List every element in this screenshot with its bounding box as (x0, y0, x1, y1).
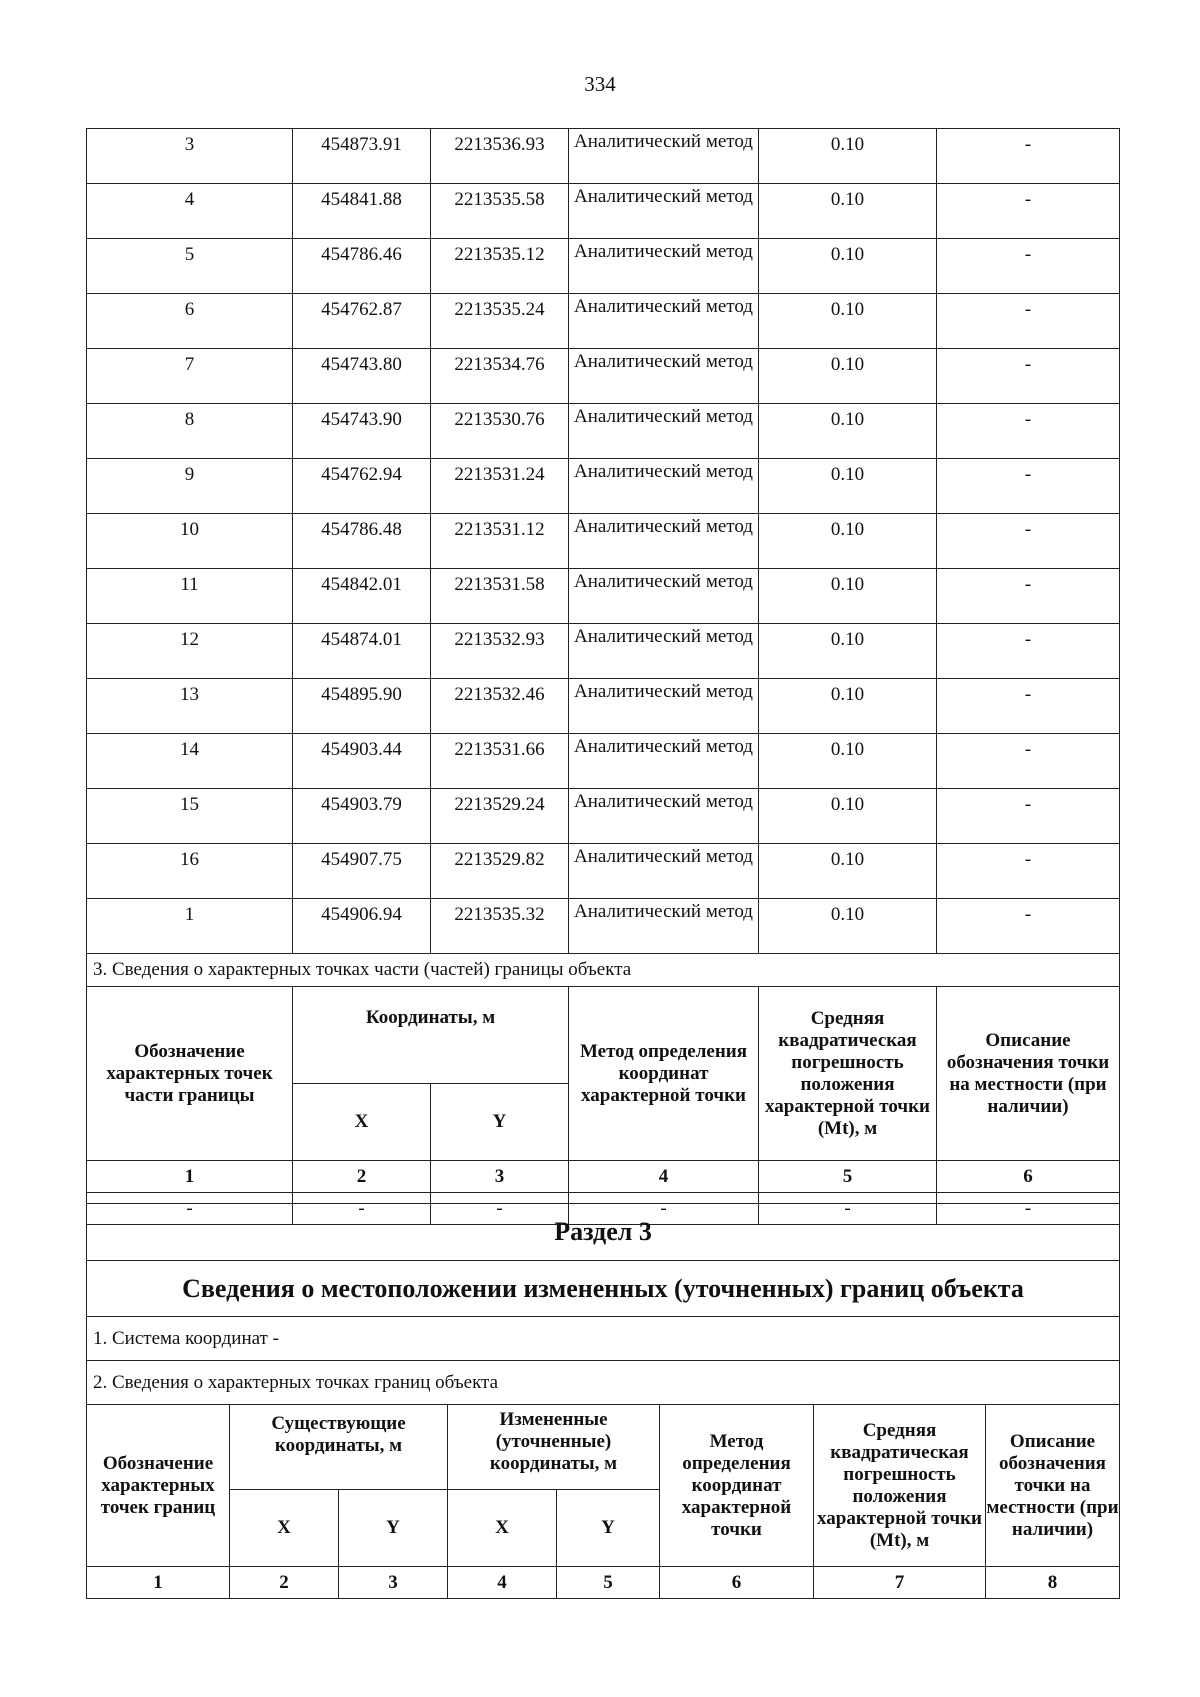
cell-method: Аналитический метод (569, 624, 759, 679)
cell-method: Аналитический метод (569, 404, 759, 459)
cell-point-number: 11 (87, 569, 293, 624)
cell-point-number: 9 (87, 459, 293, 514)
header-description: Описание обозначения точки на местности (при наличии) (937, 987, 1120, 1161)
cell-description: - (937, 789, 1120, 844)
cell-point-number: 4 (87, 184, 293, 239)
cell-point-number: 3 (87, 129, 293, 184)
empty-cell: - (293, 1193, 431, 1225)
cell-coord-x: 454895.90 (293, 679, 431, 734)
cell-coord-x: 454903.44 (293, 734, 431, 789)
empty-cell: - (569, 1193, 759, 1225)
table-row (87, 239, 1120, 294)
header-mean-error: Средняя квадратическая погрешность положения характерной точки (Mt), м (759, 987, 937, 1161)
column-number: 2 (230, 1567, 339, 1599)
cell-point-number: 7 (87, 349, 293, 404)
cell-method: Аналитический метод (569, 789, 759, 844)
cell-mean-error: 0.10 (759, 679, 937, 734)
cell-method: Аналитический метод (569, 459, 759, 514)
cell-coord-y: 2213535.12 (431, 239, 569, 294)
cell-point-number: 1 (87, 899, 293, 954)
cell-description: - (937, 734, 1120, 789)
column-number: 3 (339, 1567, 448, 1599)
boundary-points-table (86, 128, 1120, 1225)
column-number: 6 (937, 1161, 1120, 1193)
cell-mean-error: 0.10 (759, 404, 937, 459)
cell-coord-x: 454873.91 (293, 129, 431, 184)
cell-method: Аналитический метод (569, 349, 759, 404)
cell-mean-error: 0.10 (759, 569, 937, 624)
table-row (87, 294, 1120, 349)
cell-method: Аналитический метод (569, 569, 759, 624)
cell-description: - (937, 294, 1120, 349)
cell-coord-x: 454762.87 (293, 294, 431, 349)
cell-coord-x: 454841.88 (293, 184, 431, 239)
cell-coord-y: 2213535.58 (431, 184, 569, 239)
cell-mean-error: 0.10 (759, 899, 937, 954)
cell-coord-y: 2213535.32 (431, 899, 569, 954)
cell-description: - (937, 679, 1120, 734)
table-row (87, 679, 1120, 734)
column-number: 5 (557, 1567, 660, 1599)
column-number: 1 (87, 1161, 293, 1193)
header-x-changed: X (448, 1490, 557, 1567)
column-number: 8 (986, 1567, 1120, 1599)
header-method: Метод определения координат характерной точки (569, 987, 759, 1161)
cell-coord-x: 454903.79 (293, 789, 431, 844)
cell-method: Аналитический метод (569, 844, 759, 899)
cell-coord-y: 2213531.24 (431, 459, 569, 514)
cell-coord-y: 2213531.66 (431, 734, 569, 789)
table-row (87, 404, 1120, 459)
cell-point-number: 16 (87, 844, 293, 899)
cell-coord-y: 2213536.93 (431, 129, 569, 184)
cell-coord-y: 2213534.76 (431, 349, 569, 404)
cell-method: Аналитический метод (569, 129, 759, 184)
cell-coord-y: 2213535.24 (431, 294, 569, 349)
cell-method: Аналитический метод (569, 679, 759, 734)
header-y-existing: Y (339, 1490, 448, 1567)
cell-description: - (937, 569, 1120, 624)
cell-coord-x: 454907.75 (293, 844, 431, 899)
empty-cell: - (937, 1193, 1120, 1225)
section-title: Раздел 3 (87, 1204, 1120, 1261)
cell-coord-x: 454786.46 (293, 239, 431, 294)
column-number: 1 (87, 1567, 230, 1599)
column-number: 3 (431, 1161, 569, 1193)
cell-coord-x: 454842.01 (293, 569, 431, 624)
cell-point-number: 15 (87, 789, 293, 844)
cell-description: - (937, 844, 1120, 899)
cell-method: Аналитический метод (569, 734, 759, 789)
header-x: X (293, 1084, 431, 1161)
section-3-table (86, 1203, 1120, 1599)
cell-method: Аналитический метод (569, 184, 759, 239)
part-points-heading: 3. Сведения о характерных точках части (частей) границы объекта (87, 954, 1120, 987)
header-changed-coordinates: Измененные (уточненные) координаты, м (448, 1405, 660, 1490)
table-row (87, 184, 1120, 239)
column-number: 5 (759, 1161, 937, 1193)
column-number: 4 (569, 1161, 759, 1193)
cell-coord-x: 454786.48 (293, 514, 431, 569)
table-row (87, 514, 1120, 569)
cell-description: - (937, 129, 1120, 184)
cell-point-number: 6 (87, 294, 293, 349)
cell-mean-error: 0.10 (759, 129, 937, 184)
cell-point-number: 12 (87, 624, 293, 679)
column-number: 6 (660, 1567, 814, 1599)
section-subtitle: Сведения о местоположении измененных (уточненных) границ объекта (87, 1261, 1120, 1317)
cell-coord-y: 2213530.76 (431, 404, 569, 459)
cell-coord-x: 454743.80 (293, 349, 431, 404)
cell-coord-y: 2213532.46 (431, 679, 569, 734)
header-mean-error: Средняя квадратическая погрешность положения характерной точки (Mt), м (814, 1405, 986, 1567)
cell-description: - (937, 899, 1120, 954)
cell-point-number: 5 (87, 239, 293, 294)
cell-method: Аналитический метод (569, 239, 759, 294)
cell-coord-x: 454874.01 (293, 624, 431, 679)
cell-method: Аналитический метод (569, 294, 759, 349)
cell-coord-y: 2213529.82 (431, 844, 569, 899)
table-row (87, 349, 1120, 404)
cell-method: Аналитический метод (569, 899, 759, 954)
header-description: Описание обозначения точки на местности (при наличии) (986, 1405, 1120, 1567)
cell-mean-error: 0.10 (759, 734, 937, 789)
header-existing-coordinates: Существующие координаты, м (230, 1405, 448, 1490)
cell-description: - (937, 349, 1120, 404)
cell-point-number: 13 (87, 679, 293, 734)
coordinate-system: 1. Система координат - (87, 1317, 1120, 1361)
page-number: 334 (584, 72, 616, 96)
cell-mean-error: 0.10 (759, 789, 937, 844)
cell-coord-y: 2213531.58 (431, 569, 569, 624)
cell-coord-x: 454743.90 (293, 404, 431, 459)
header-y: Y (431, 1084, 569, 1161)
cell-mean-error: 0.10 (759, 459, 937, 514)
cell-description: - (937, 624, 1120, 679)
header-designation: Обозначение характерных точек границ (87, 1405, 230, 1567)
cell-description: - (937, 239, 1120, 294)
cell-description: - (937, 404, 1120, 459)
table-row (87, 624, 1120, 679)
column-number: 7 (814, 1567, 986, 1599)
cell-coord-y: 2213531.12 (431, 514, 569, 569)
cell-mean-error: 0.10 (759, 184, 937, 239)
cell-description: - (937, 459, 1120, 514)
column-number: 2 (293, 1161, 431, 1193)
cell-mean-error: 0.10 (759, 844, 937, 899)
table-row (87, 844, 1120, 899)
cell-mean-error: 0.10 (759, 294, 937, 349)
header-x-existing: X (230, 1490, 339, 1567)
column-number: 4 (448, 1567, 557, 1599)
header-method: Метод определения координат характерной точки (660, 1405, 814, 1567)
header-y-changed: Y (557, 1490, 660, 1567)
cell-description: - (937, 514, 1120, 569)
cell-mean-error: 0.10 (759, 239, 937, 294)
empty-cell: - (431, 1193, 569, 1225)
cell-point-number: 14 (87, 734, 293, 789)
empty-cell: - (87, 1193, 293, 1225)
cell-coord-y: 2213529.24 (431, 789, 569, 844)
table-row (87, 569, 1120, 624)
header-coordinates: Координаты, м (293, 987, 569, 1084)
cell-mean-error: 0.10 (759, 624, 937, 679)
cell-coord-x: 454906.94 (293, 899, 431, 954)
cell-point-number: 8 (87, 404, 293, 459)
cell-mean-error: 0.10 (759, 514, 937, 569)
empty-cell: - (759, 1193, 937, 1225)
table-row (87, 129, 1120, 184)
cell-method: Аналитический метод (569, 514, 759, 569)
points-heading: 2. Сведения о характерных точках границ объекта (87, 1361, 1120, 1405)
table-row (87, 459, 1120, 514)
table-row (87, 899, 1120, 954)
table-row (87, 789, 1120, 844)
cell-point-number: 10 (87, 514, 293, 569)
cell-mean-error: 0.10 (759, 349, 937, 404)
header-designation: Обозначение характерных точек части границы (87, 987, 293, 1161)
table-row (87, 734, 1120, 789)
cell-description: - (937, 184, 1120, 239)
cell-coord-y: 2213532.93 (431, 624, 569, 679)
cell-coord-x: 454762.94 (293, 459, 431, 514)
